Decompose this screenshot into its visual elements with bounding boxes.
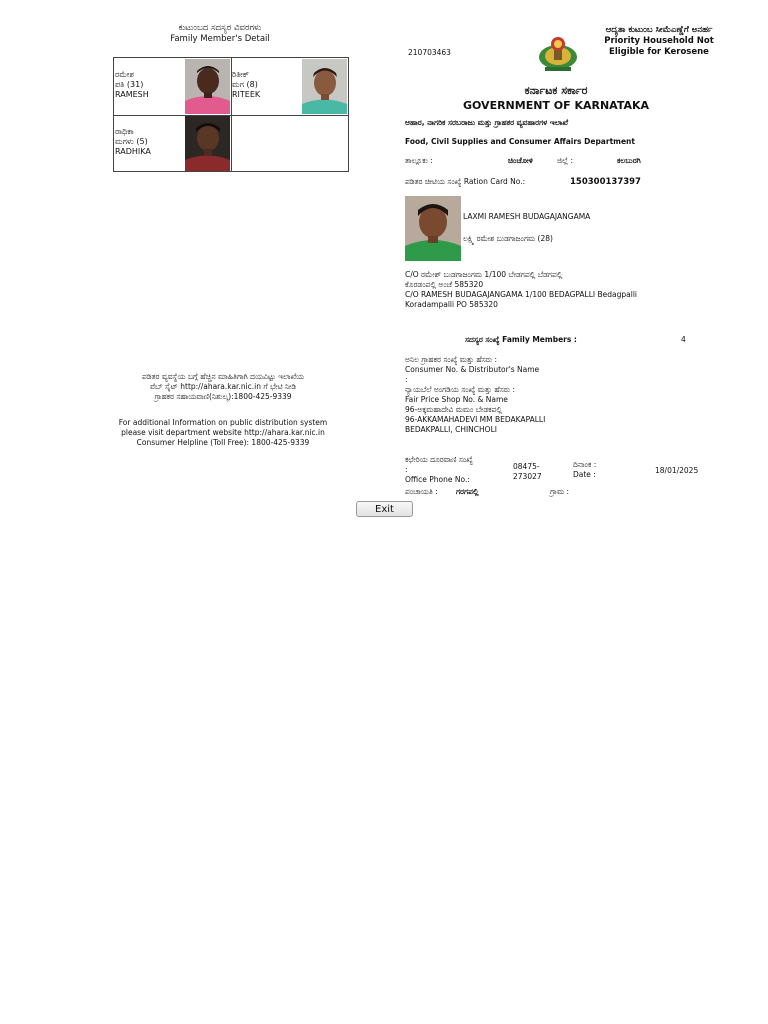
district-value: ಕಲಬುರಗಿ (617, 156, 641, 165)
exit-button[interactable]: Exit (356, 501, 413, 517)
priority-kn: ಆದ್ಯತಾ ಕುಟುಂಬ ಸೀಮೆಎಣ್ಣೆಗೆ ಅನರ್ಹ (605, 25, 713, 35)
info-kn-line: ವೆಬ್ ಸೈಟ್ http://ahara.kar.nic.in ಗೆ ಭೇಟಿ ನೀಡಿ (149, 382, 297, 391)
priority-en: Priority Household Not Eligible for Kerosene (604, 36, 714, 57)
fps-address-en: BEDAKPALLI, CHINCHOLI (405, 425, 497, 434)
member-cell (231, 58, 348, 116)
govt-title-kn: ಕರ್ನಾಟಕ ಸರ್ಕಾರ (524, 84, 588, 97)
phone-value (513, 462, 542, 482)
info-en-line: please visit department website http://ahara.kar.nic.in (121, 428, 325, 437)
consumer-label-en: Consumer No. & Distributor's Name (405, 365, 540, 374)
govt-title-en: GOVERNMENT OF KARNATAKA (462, 99, 650, 112)
family-title-en: Family Member's Detail (170, 34, 270, 44)
info-kn (82, 372, 364, 402)
date-value: 18/01/2025 (655, 466, 699, 475)
member-text (115, 127, 151, 157)
family-title-kn: ಕುಟುಂಬದ ಸದಸ್ಯರ ವಿವರಗಳು (178, 23, 262, 33)
panchayat-value: ಗರಗಪಲ್ಲಿ (456, 487, 479, 496)
family-members-label: ಸದಸ್ಯರ ಸಂಖ್ಯೆ Family Members : (465, 335, 577, 344)
member-table (113, 57, 349, 172)
consumer-block (405, 355, 705, 435)
dept-title-kn: ಆಹಾರ, ನಾಗರಿಕ ಸರಬರಾಜು ಮತ್ತು ಗ್ರಾಹಕರ ವ್ಯವಹಾರಗಳ ಇಲಾಖೆ (405, 118, 569, 127)
member-photo (185, 59, 230, 114)
phone-label-kn: ಕಛೇರಿಯ ದೂರವಾಣಿ ಸಂಖ್ಯೆ (405, 455, 473, 464)
address-block (405, 270, 705, 310)
member-name-en: RITEEK (232, 90, 261, 99)
member-name-kn: ರಾಧಿಕಾ (115, 127, 134, 136)
address-kn-line: C/O ರಮೇಶ್ ಬುಡಗಾಜಂಗಮ 1/100 ಬೇಡಗಪಲ್ಲಿ ಬೆಡಗಪಲ್ಲಿ (405, 270, 563, 279)
date-label-en: Date : (573, 470, 596, 479)
holder-name-kn: ಲಕ್ಷ್ಮಿ ರಮೇಶ ಬುಡಗಾಜಂಗಮ (28) (463, 234, 553, 243)
phone-label (405, 455, 513, 485)
card-serial: 210703463 (408, 48, 451, 57)
info-en-line: Consumer Helpline (Toll Free): 1800-425-9339 (136, 438, 310, 447)
holder-name-en: LAXMI RAMESH BUDAGAJANGAMA (463, 212, 591, 221)
member-cell (114, 115, 232, 172)
fps-name-kn: 96-ಅಕ್ಕಮಹಾದೇವಿ ಮಮಂ ಬೇಡಕಪಲ್ಲಿ (405, 405, 502, 414)
member-relation: ಪತಿ (31) (115, 80, 144, 89)
karnataka-emblem-icon (537, 31, 579, 73)
member-cell (114, 58, 232, 116)
panchayat-label: ಪಂಚಾಯತಿ : (405, 487, 438, 496)
ration-card-label: ಪಡಿತರ ಚೀಟಿಯ ಸಂಖ್ಯೆ Ration Card No.: (405, 177, 526, 186)
family-title (120, 23, 320, 45)
fps-label-kn: ನ್ಯಾಯಬೆಲೆ ಅಂಗಡಿಯ ಸಂಖ್ಯೆ ಮತ್ತು ಹೆಸರು : (405, 385, 516, 394)
member-photo (185, 116, 230, 171)
address-en-line: C/O RAMESH BUDAGAJANGAMA 1/100 BEDAGPALLI Bedagpalli (405, 290, 637, 299)
fps-label-en: Fair Price Shop No. & Name (405, 395, 508, 404)
info-en-line: For additional Information on public distribution system (118, 418, 328, 427)
fps-name-en: 96-AKKAMAHADEVI MM BEDAKAPALLI (405, 415, 546, 424)
holder-photo (405, 196, 461, 261)
member-name-en: RADHIKA (115, 147, 151, 156)
member-photo (302, 59, 347, 114)
family-members-count: 4 (681, 335, 686, 344)
phone-value-part: 08475- (513, 462, 540, 471)
phone-value-part: 273027 (513, 472, 542, 481)
address-kn-line: ಕೊರಡಂಪಲ್ಲಿ ಅಂಚೆ 585320 (405, 280, 484, 289)
dept-title-en: Food, Civil Supplies and Consumer Affairs Department (405, 137, 635, 146)
member-relation: ಮಗಳು (5) (115, 137, 148, 146)
consumer-label-kn: ಅನಿಲ ಗ್ರಾಹಕರ ಸಂಖ್ಯೆ ಮತ್ತು ಹೆಸರು : (405, 355, 498, 364)
member-text (232, 70, 260, 100)
date-label (573, 460, 596, 480)
member-relation: ಮಗ (8) (232, 80, 258, 89)
member-text (115, 70, 149, 100)
address-en-line: Koradampalli PO 585320 (405, 300, 498, 309)
phone-colon: : (405, 465, 408, 474)
info-en (82, 418, 364, 448)
village-label: ಗ್ರಾಮ : (550, 487, 570, 496)
phone-label-en: Office Phone No.: (405, 475, 470, 484)
date-label-kn: ದಿನಾಂಕ : (573, 460, 597, 469)
member-name-en: RAMESH (115, 90, 149, 99)
info-kn-line: ಗ್ರಾಹಕರ ಸಹಾಯವಾಣಿ(ನಿಶುಲ್ಕ):1800-425-9339 (154, 392, 292, 401)
priority-status (600, 25, 718, 58)
district-label: ಜಿಲ್ಲೆ : (557, 156, 574, 165)
consumer-colon: : (405, 375, 408, 384)
taluk-value: ಚಿಂಚೋಳಿ (508, 156, 533, 165)
info-kn-line: ಪಡಿತರ ವ್ಯವಸ್ಥೆಯ ಬಗ್ಗೆ ಹೆಚ್ಚಿನ ಮಾಹಿತಿಗಾಗಿ ದಯವಿಟ್ಟು ಇಲಾಖೆಯ (141, 372, 304, 381)
member-name-kn: ರಮೇಶ (115, 70, 134, 79)
ration-card-number: 150300137397 (570, 177, 641, 187)
taluk-label: ತಾಲ್ಲೂಕು : (405, 156, 433, 165)
member-name-kn: ರಿತೀಕ್ (232, 70, 249, 79)
